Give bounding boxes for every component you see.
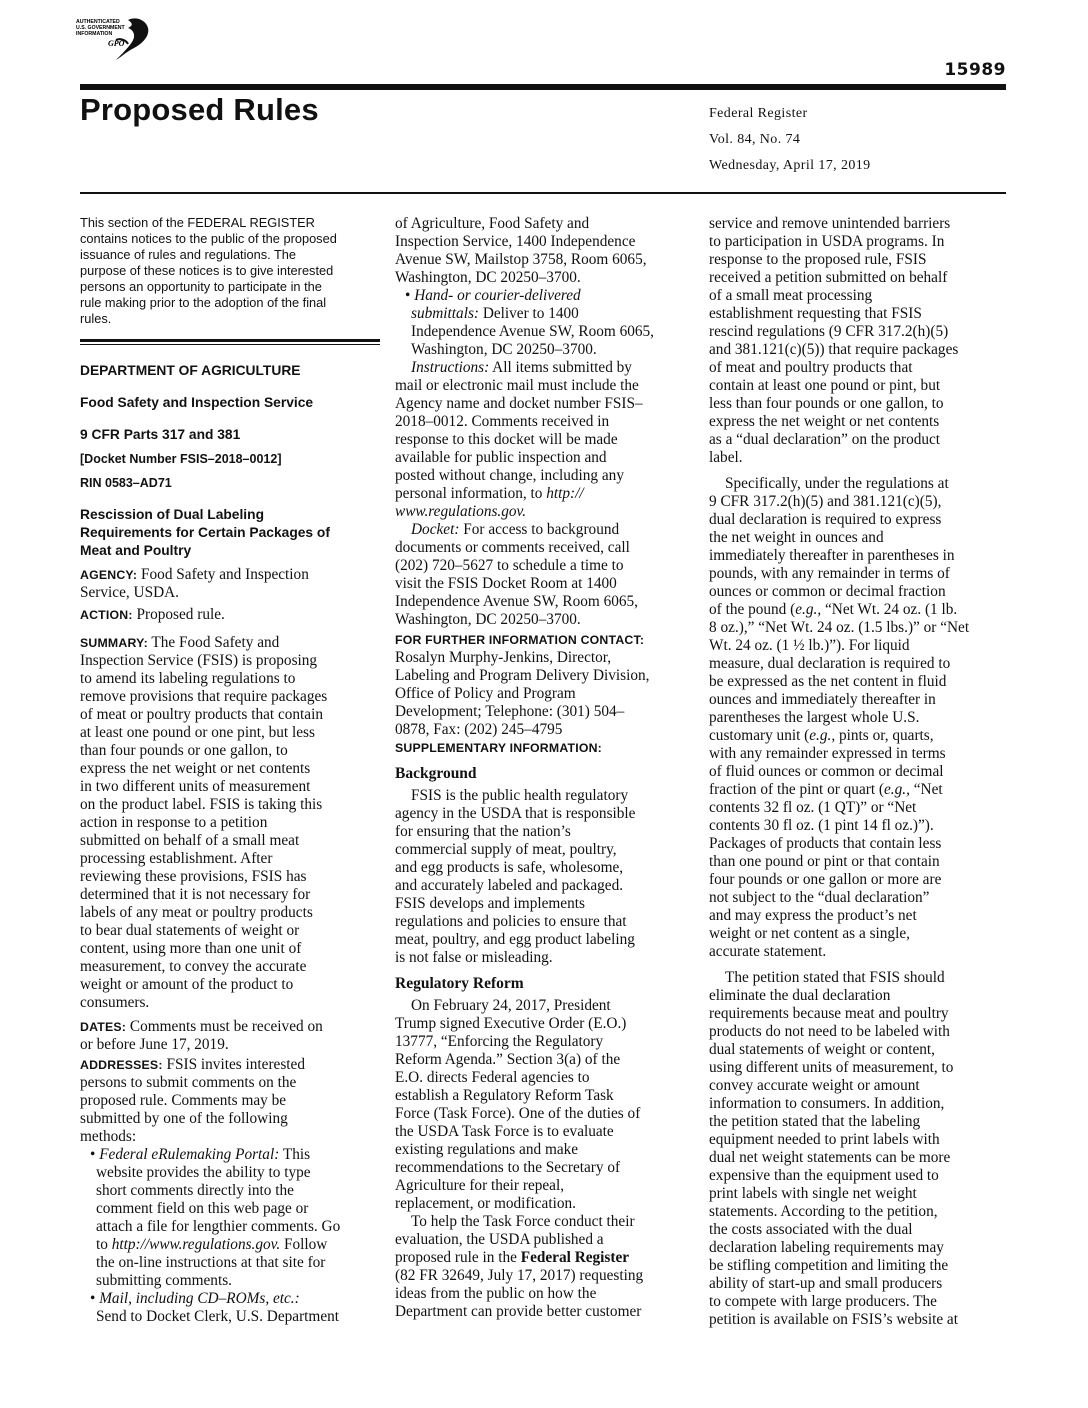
summary-label: SUMMARY:: [80, 636, 148, 650]
instructions-paragraph: [395, 359, 695, 521]
spec-eg-2: e.g.,: [809, 727, 836, 744]
spec-text-a: Specifically, under the regulations at 9 CFR 317.2(h)(5) and 381.121(c)(5), dual declaration is required to express the net weight in ounces and immediately thereafter in parentheses in pounds, with any remainder in terms of ounces or common or decimal fraction of the pound (: [709, 475, 955, 618]
intro-rule-thick: [80, 339, 380, 342]
bullet-eportal-text: This website provides the ability to type short comments directly into the comment field on this web page or attach a file for lengthier comments. Go to: [96, 1146, 341, 1253]
reform-heading: Regulatory Reform: [395, 975, 524, 992]
docket-paragraph: [395, 521, 695, 629]
column-3: [709, 215, 1009, 1329]
bullet-hand-text: Deliver to 1400 Independence Avenue SW, Room 6065, Washington, DC 20250–3700.: [411, 305, 655, 358]
logo-text-line: INFORMATION: [76, 31, 113, 37]
volume-line: Vol. 84, No. 74: [709, 132, 801, 147]
agency-paragraph: [80, 566, 380, 602]
bullet-eportal: • Federal eRulemaking Portal: This website provides the ability to type short comments directly into the comment field on this web page or attach a file for lengthier comments. Go to http://www.regulations.gov. Follow the on-line instructions at that site for submitting comments.: [90, 1146, 341, 1289]
dates-text: Comments must be received on or before June 17, 2019.: [80, 1018, 323, 1053]
rule-title: Rescission of Dual Labeling Requirements for Certain Packages of Meat and Poultry: [80, 507, 330, 558]
register-name: Federal Register: [709, 106, 808, 121]
agency-label: AGENCY:: [80, 568, 138, 582]
addresses-text: FSIS invites interested persons to submit comments on the proposed rule. Comments may be submitted by one of the following methods:: [80, 1056, 305, 1145]
bullet-mail-text: Send to Docket Clerk, U.S. Department: [96, 1308, 340, 1325]
taskforce-text-a: To help the Task Force conduct their evaluation, the USDA published a proposed rule in the: [395, 1213, 635, 1266]
spec-eg-1: e.g.,: [795, 601, 822, 618]
agency-heading: DEPARTMENT OF AGRICULTURE: [80, 363, 301, 378]
bullet-mail-label: Mail, including CD–ROMs, etc.:: [99, 1290, 300, 1307]
action-paragraph: [80, 606, 380, 624]
bullet-eportal-label: Federal eRulemaking Portal:: [99, 1146, 280, 1163]
contact-paragraph: [395, 631, 695, 739]
contact-label: FOR FURTHER INFORMATION CONTACT:: [395, 633, 645, 647]
spec-text-d: “Net contents 32 fl oz. (1 QT)” or “Net contents 30 fl oz. (1 pint 14 fl oz.)”). Packages of products that contain less than one pound or pint or that contain four pounds or one gallon or more are not subject to the “dual declaration” and may express the product’s net weight or net content as a single, accurate statement.: [709, 781, 943, 960]
date-line: Wednesday, April 17, 2019: [709, 158, 871, 173]
action-label: ACTION:: [80, 608, 133, 622]
addresses-label: ADDRESSES:: [80, 1058, 163, 1072]
register-meta: [709, 101, 871, 179]
column-1: [80, 215, 380, 1326]
spec-text-c: pints or, quarts, with any remainder expressed in terms of fluid ounces or common or decimal fraction of the pint or quart (: [709, 727, 946, 798]
spec-text-b: “Net Wt. 24 oz. (1 lb. 8 oz.),” “Net Wt. 24 oz. (1.5 lbs.)” or “Net Wt. 24 oz. (1 ½ lb.)”). For liquid measure, dual declaration is required to be expressed as the net content in fluid ounces and immediately thereafter in parentheses the largest whole U.S. customary unit (: [709, 601, 970, 744]
bullet-mail: • Mail, including CD–ROMs, etc.: Send to Docket Clerk, U.S. Department: [90, 1290, 340, 1325]
docket-text: For access to background documents or comments received, call (202) 720–5627 to schedule a time to visit the FSIS Docket Room at 1400 Independence Avenue SW, Room 6065, Washington, DC 20250–3700.: [395, 521, 639, 628]
column-2: [395, 215, 695, 1321]
specifically-paragraph: [709, 475, 1009, 961]
instructions-text: All items submitted by mail or electronic mail must include the Agency name and docket number FSIS– 2018–0012. Comments received in response to this docket will be made available for public inspection and posted without change, including any personal information, to: [395, 359, 643, 502]
header-rule-thin: [80, 192, 1006, 194]
background-heading: Background: [395, 765, 477, 782]
dates-paragraph: [80, 1018, 380, 1054]
gpo-authenticated-logo: [76, 14, 154, 62]
federal-register-citation: Federal Register: [520, 1249, 630, 1266]
bullet-hand-label: Hand- or courier-delivered submittals:: [411, 287, 581, 322]
bullet-eportal-tail: Follow the on-line instructions at that site for submitting comments.: [96, 1236, 328, 1289]
instructions-link[interactable]: http:// www.regulations.gov.: [395, 485, 584, 520]
rin-number: RIN 0583–AD71: [80, 476, 172, 490]
logo-text-line: AUTHENTICATED: [76, 19, 120, 25]
section-title: Proposed Rules: [80, 92, 319, 127]
petition-paragraph: The petition stated that FSIS should eliminate the dual declaration requirements because meat and poultry products do not need to be labeled with dual statements of weight or content, using different units of measurement, to convey accurate weight or amount information to consumers. In addition, the petition stated that the labeling equipment needed to print labels with dual net weight statements can be more expensive than the equipment used to print labels with single net weight statements. According to the petition, the costs associated with the dual declaration labeling requirements may be stifling competition and limiting the ability of start-up and small producers to compete with large producers. The petition is available on FSIS’s website at: [709, 969, 958, 1328]
docket-number: [Docket Number FSIS–2018–0012]: [80, 452, 282, 466]
logo-text-line: GPO: [108, 39, 125, 48]
summary-paragraph: [80, 634, 380, 1012]
taskforce-text-b: (82 FR 32649, July 17, 2017) requesting ideas from the public on how the Department can provide better customer: [395, 1267, 644, 1320]
intro-box: This section of the FEDERAL REGISTER contains notices to the public of the proposed issuance of rules and regulations. The purpose of these notices is to give interested persons an opportunity to participate in the rule making prior to the adoption of the final rules.: [80, 215, 337, 326]
reform-text: On February 24, 2017, President Trump signed Executive Order (E.O.) 13777, “Enforcing the Regulatory Reform Agenda.” Section 3(a) of the E.O. directs Federal agencies to establish a Regulatory Reform Task Force (Task Force). One of the duties of the USDA Task Force is to evaluate existing regulations and make recommendations to the Secretary of Agriculture for their repeal, replacement, or modification.: [395, 997, 641, 1212]
logo-text-line: U.S. GOVERNMENT: [76, 25, 125, 31]
cfr-parts: 9 CFR Parts 317 and 381: [80, 427, 241, 442]
docket-label: Docket:: [411, 521, 460, 538]
taskforce-paragraph: [395, 1213, 695, 1321]
addresses-paragraph: [80, 1056, 380, 1146]
background-text: FSIS is the public health regulatory agency in the USDA that is responsible for ensuring that the nation’s commercial supply of meat, poultry, and egg products is safe, wholesome, and accurately labeled and packaged. FSIS develops and implements regulations and policies to ensure that meat, poultry, and egg product labeling is not false or misleading.: [395, 787, 636, 966]
page-number: 15989: [944, 60, 1006, 80]
supplementary-label: SUPPLEMENTARY INFORMATION:: [395, 741, 602, 755]
instructions-label: Instructions:: [411, 359, 490, 376]
summary-text: The Food Safety and Inspection Service (FSIS) is proposing to amend its labeling regulations to remove provisions that require packages of meat or poultry products that contain at least one pound or one pint, but less than four pounds or one gallon, to express the net weight or net contents in two different units of measurement on the product label. FSIS is taking this action in response to a petition submitted on behalf of a small meat processing establishment. After reviewing these provisions, FSIS has determined that it is not necessary for labels of any meat or poultry products to bear dual statements of weight or content, using more than one unit of measurement, to convey the accurate weight or amount of the product to consumers.: [80, 634, 328, 1011]
intro-rule-thin: [80, 344, 380, 345]
dates-label: DATES:: [80, 1020, 127, 1034]
agency-text: Food Safety and Inspection Service, USDA.: [80, 566, 309, 601]
header-rule: [80, 84, 1006, 90]
action-text: Proposed rule.: [132, 606, 225, 623]
petition-intro: service and remove unintended barriers to participation in USDA programs. In response to the proposed rule, FSIS received a petition submitted on behalf of a small meat processing establishment requesting that FSIS rescind regulations (9 CFR 317.2(h)(5) and 381.121(c)(5)) that require packages of meat and poultry products that contain at least one pound or pint, but less than four pounds or one gallon, to express the net weight or net contents as a “dual declaration” on the product label.: [709, 215, 959, 466]
spec-eg-3: e.g.,: [884, 781, 910, 798]
regulations-gov-link[interactable]: http://www.regulations.gov.: [111, 1236, 281, 1253]
subagency-heading: Food Safety and Inspection Service: [80, 395, 314, 410]
address-continuation: of Agriculture, Food Safety and Inspection Service, 1400 Independence Avenue SW, Mailstop 3758, Room 6065, Washington, DC 20250–3700.: [395, 215, 647, 286]
bullet-hand-delivery: • Hand- or courier-delivered submittals: Deliver to 1400 Independence Avenue SW, Room 6065, Washington, DC 20250–3700.: [405, 287, 655, 358]
contact-text: Rosalyn Murphy-Jenkins, Director, Labeling and Program Delivery Division, Office of Policy and Program Development; Telephone: (301) 504– 0878, Fax: (202) 245–4795: [395, 649, 650, 738]
